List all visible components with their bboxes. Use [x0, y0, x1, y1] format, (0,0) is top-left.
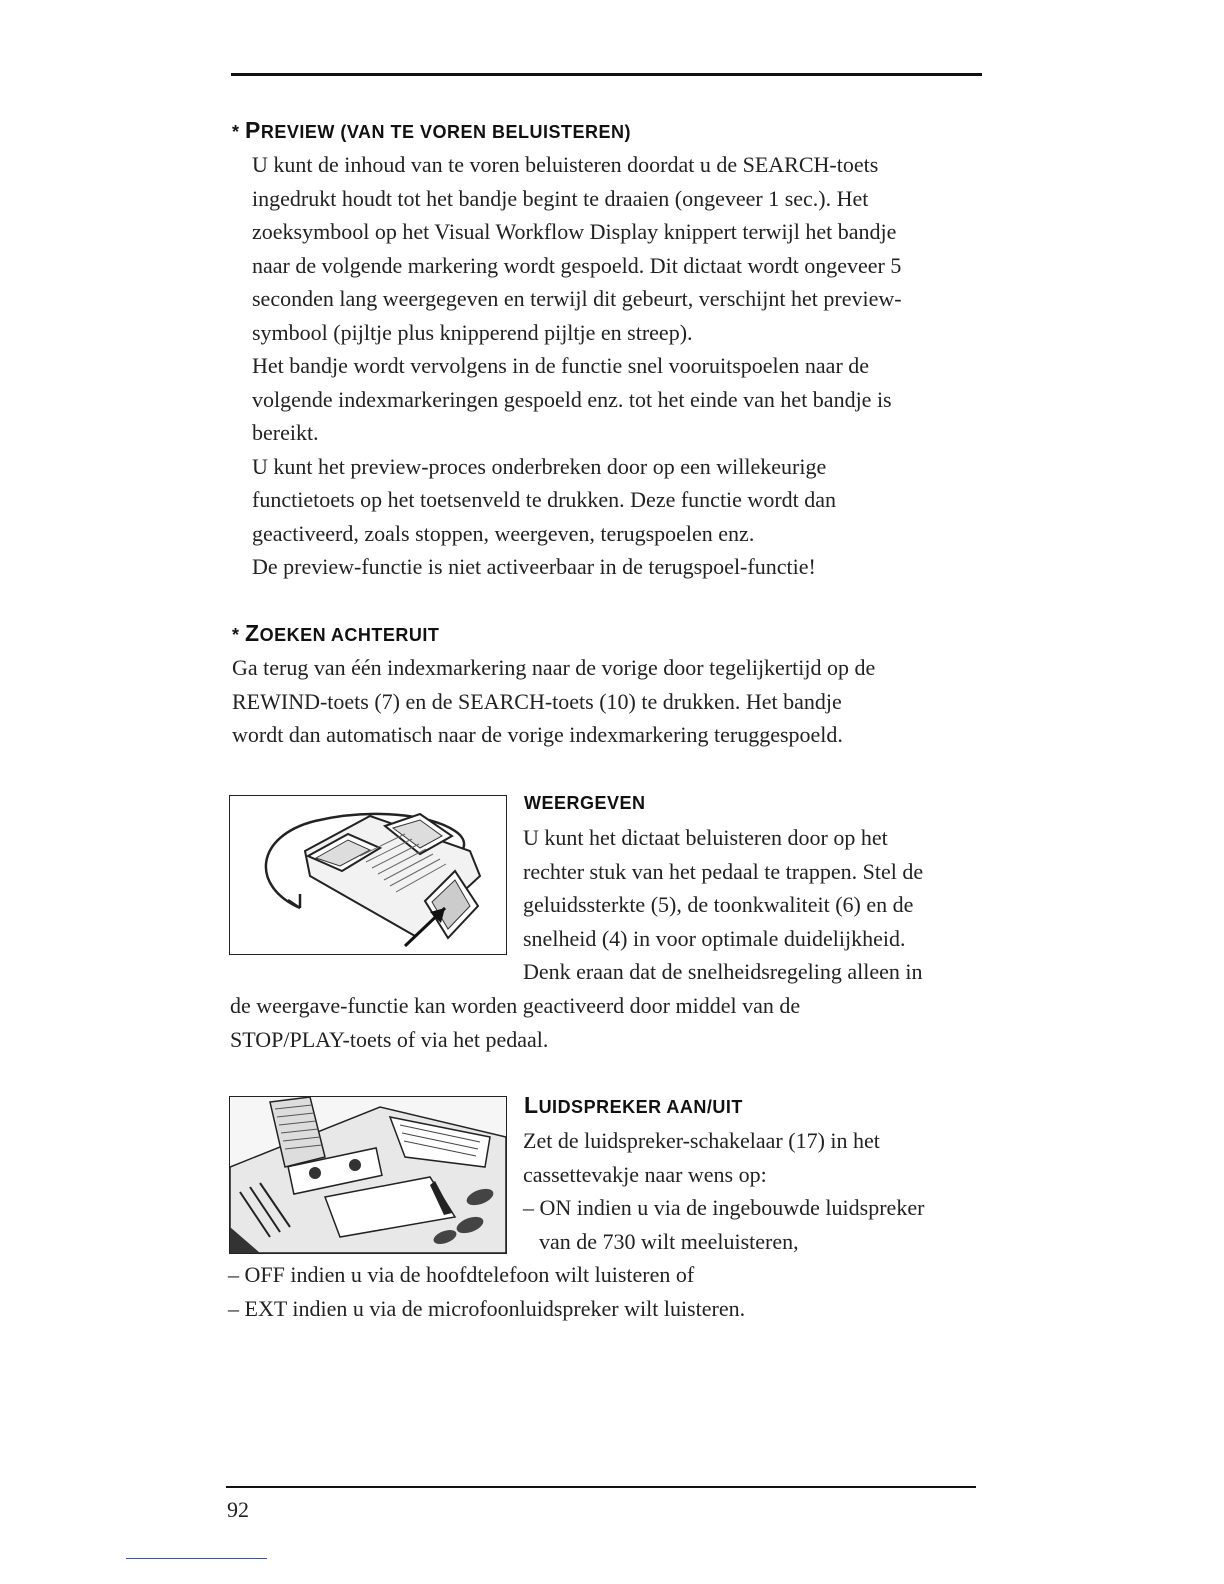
luidspreker-body-full [228, 1258, 745, 1325]
text-line: volgende indexmarkeringen gespoeld enz. tot het einde van het bandje is [252, 386, 892, 412]
text-line: naar de volgende markering wordt gespoeld. Dit dictaat wordt ongeveer 5 [252, 252, 902, 278]
zoeken-heading: * ZOEKEN ACHTERUIT [232, 620, 440, 646]
text-line: – EXT indien u via de microfoonluidspreker wilt luisteren. [228, 1295, 746, 1321]
foot-pedal-figure [229, 795, 507, 955]
zoeken-body [232, 651, 875, 752]
cassette-compartment-figure [229, 1096, 507, 1254]
text-line: bereikt. [252, 420, 319, 445]
text-line: symbool (pijltje plus knipperend pijltje en streep). [252, 319, 693, 345]
text-line: snelheid (4) in voor optimale duidelijkheid. [523, 925, 906, 951]
text-line: – ON indien u via de ingebouwde luidspreker [523, 1195, 925, 1220]
footer-link-line [126, 1558, 267, 1559]
text-line: seconden lang weergegeven en terwijl dit gebeurt, verschijnt het preview- [252, 286, 902, 311]
text-line: Ga terug van één indexmarkering naar de vorige door tegelijkertijd op de [232, 655, 876, 680]
weergeven-body-full [230, 989, 800, 1056]
text-line: van de 730 wilt meeluisteren, [539, 1228, 799, 1254]
text-line: de weergave-functie kan worden geactiveerd door middel van de [230, 993, 801, 1018]
preview-body [252, 148, 902, 584]
text-line: STOP/PLAY-toets of via het pedaal. [230, 1026, 549, 1052]
text-line: functietoets op het toetsenveld te drukken. Deze functie wordt dan [252, 487, 837, 512]
preview-heading: * PREVIEW (VAN TE VOREN BELUISTEREN) [232, 117, 632, 143]
bottom-rule [226, 1486, 976, 1488]
text-line: geluidssterkte (5), de toonkwaliteit (6) en de [523, 892, 914, 917]
top-rule [231, 73, 982, 76]
text-line: U kunt het preview-proces onderbreken door op een willekeurige [252, 453, 827, 479]
text-line: De preview-functie is niet activeerbaar in de terugspoel-functie! [252, 554, 816, 579]
text-line: – OFF indien u via de hoofdtelefoon wilt luisteren of [228, 1262, 695, 1287]
weergeven-body-side [523, 821, 923, 989]
text-line: geactiveerd, zoals stoppen, weergeven, terugspoelen enz. [252, 520, 755, 546]
text-line: cassettevakje naar wens op: [523, 1161, 767, 1187]
text-line: Zet de luidspreker-schakelaar (17) in het [523, 1128, 880, 1153]
weergeven-heading: WEERGEVEN [524, 793, 646, 813]
foot-pedal-illustration [230, 796, 506, 954]
text-line: ingedrukt houdt tot het bandje begint te draaien (ongeveer 1 sec.). Het [252, 185, 869, 211]
text-line: zoeksymbool op het Visual Workflow Display knippert terwijl het bandje [252, 219, 897, 244]
luidspreker-heading: LUIDSPREKER AAN/UIT [524, 1092, 743, 1118]
text-line: Het bandje wordt vervolgens in de functie snel vooruitspoelen naar de [252, 353, 870, 378]
text-line: rechter stuk van het pedaal te trappen. Stel de [523, 858, 924, 884]
cassette-compartment-illustration [230, 1097, 506, 1253]
text-line: REWIND-toets (7) en de SEARCH-toets (10) te drukken. Het bandje [232, 688, 842, 714]
text-line: U kunt de inhoud van te voren beluisteren doordat u de SEARCH-toets [252, 152, 879, 177]
text-line: wordt dan automatisch naar de vorige indexmarkering teruggespoeld. [232, 722, 843, 747]
luidspreker-body-side [523, 1124, 924, 1258]
text-line: U kunt het dictaat beluisteren door op het [523, 825, 888, 850]
text-line: Denk eraan dat de snelheidsregeling alleen in [523, 959, 923, 984]
page-number: 92 [227, 1497, 249, 1522]
